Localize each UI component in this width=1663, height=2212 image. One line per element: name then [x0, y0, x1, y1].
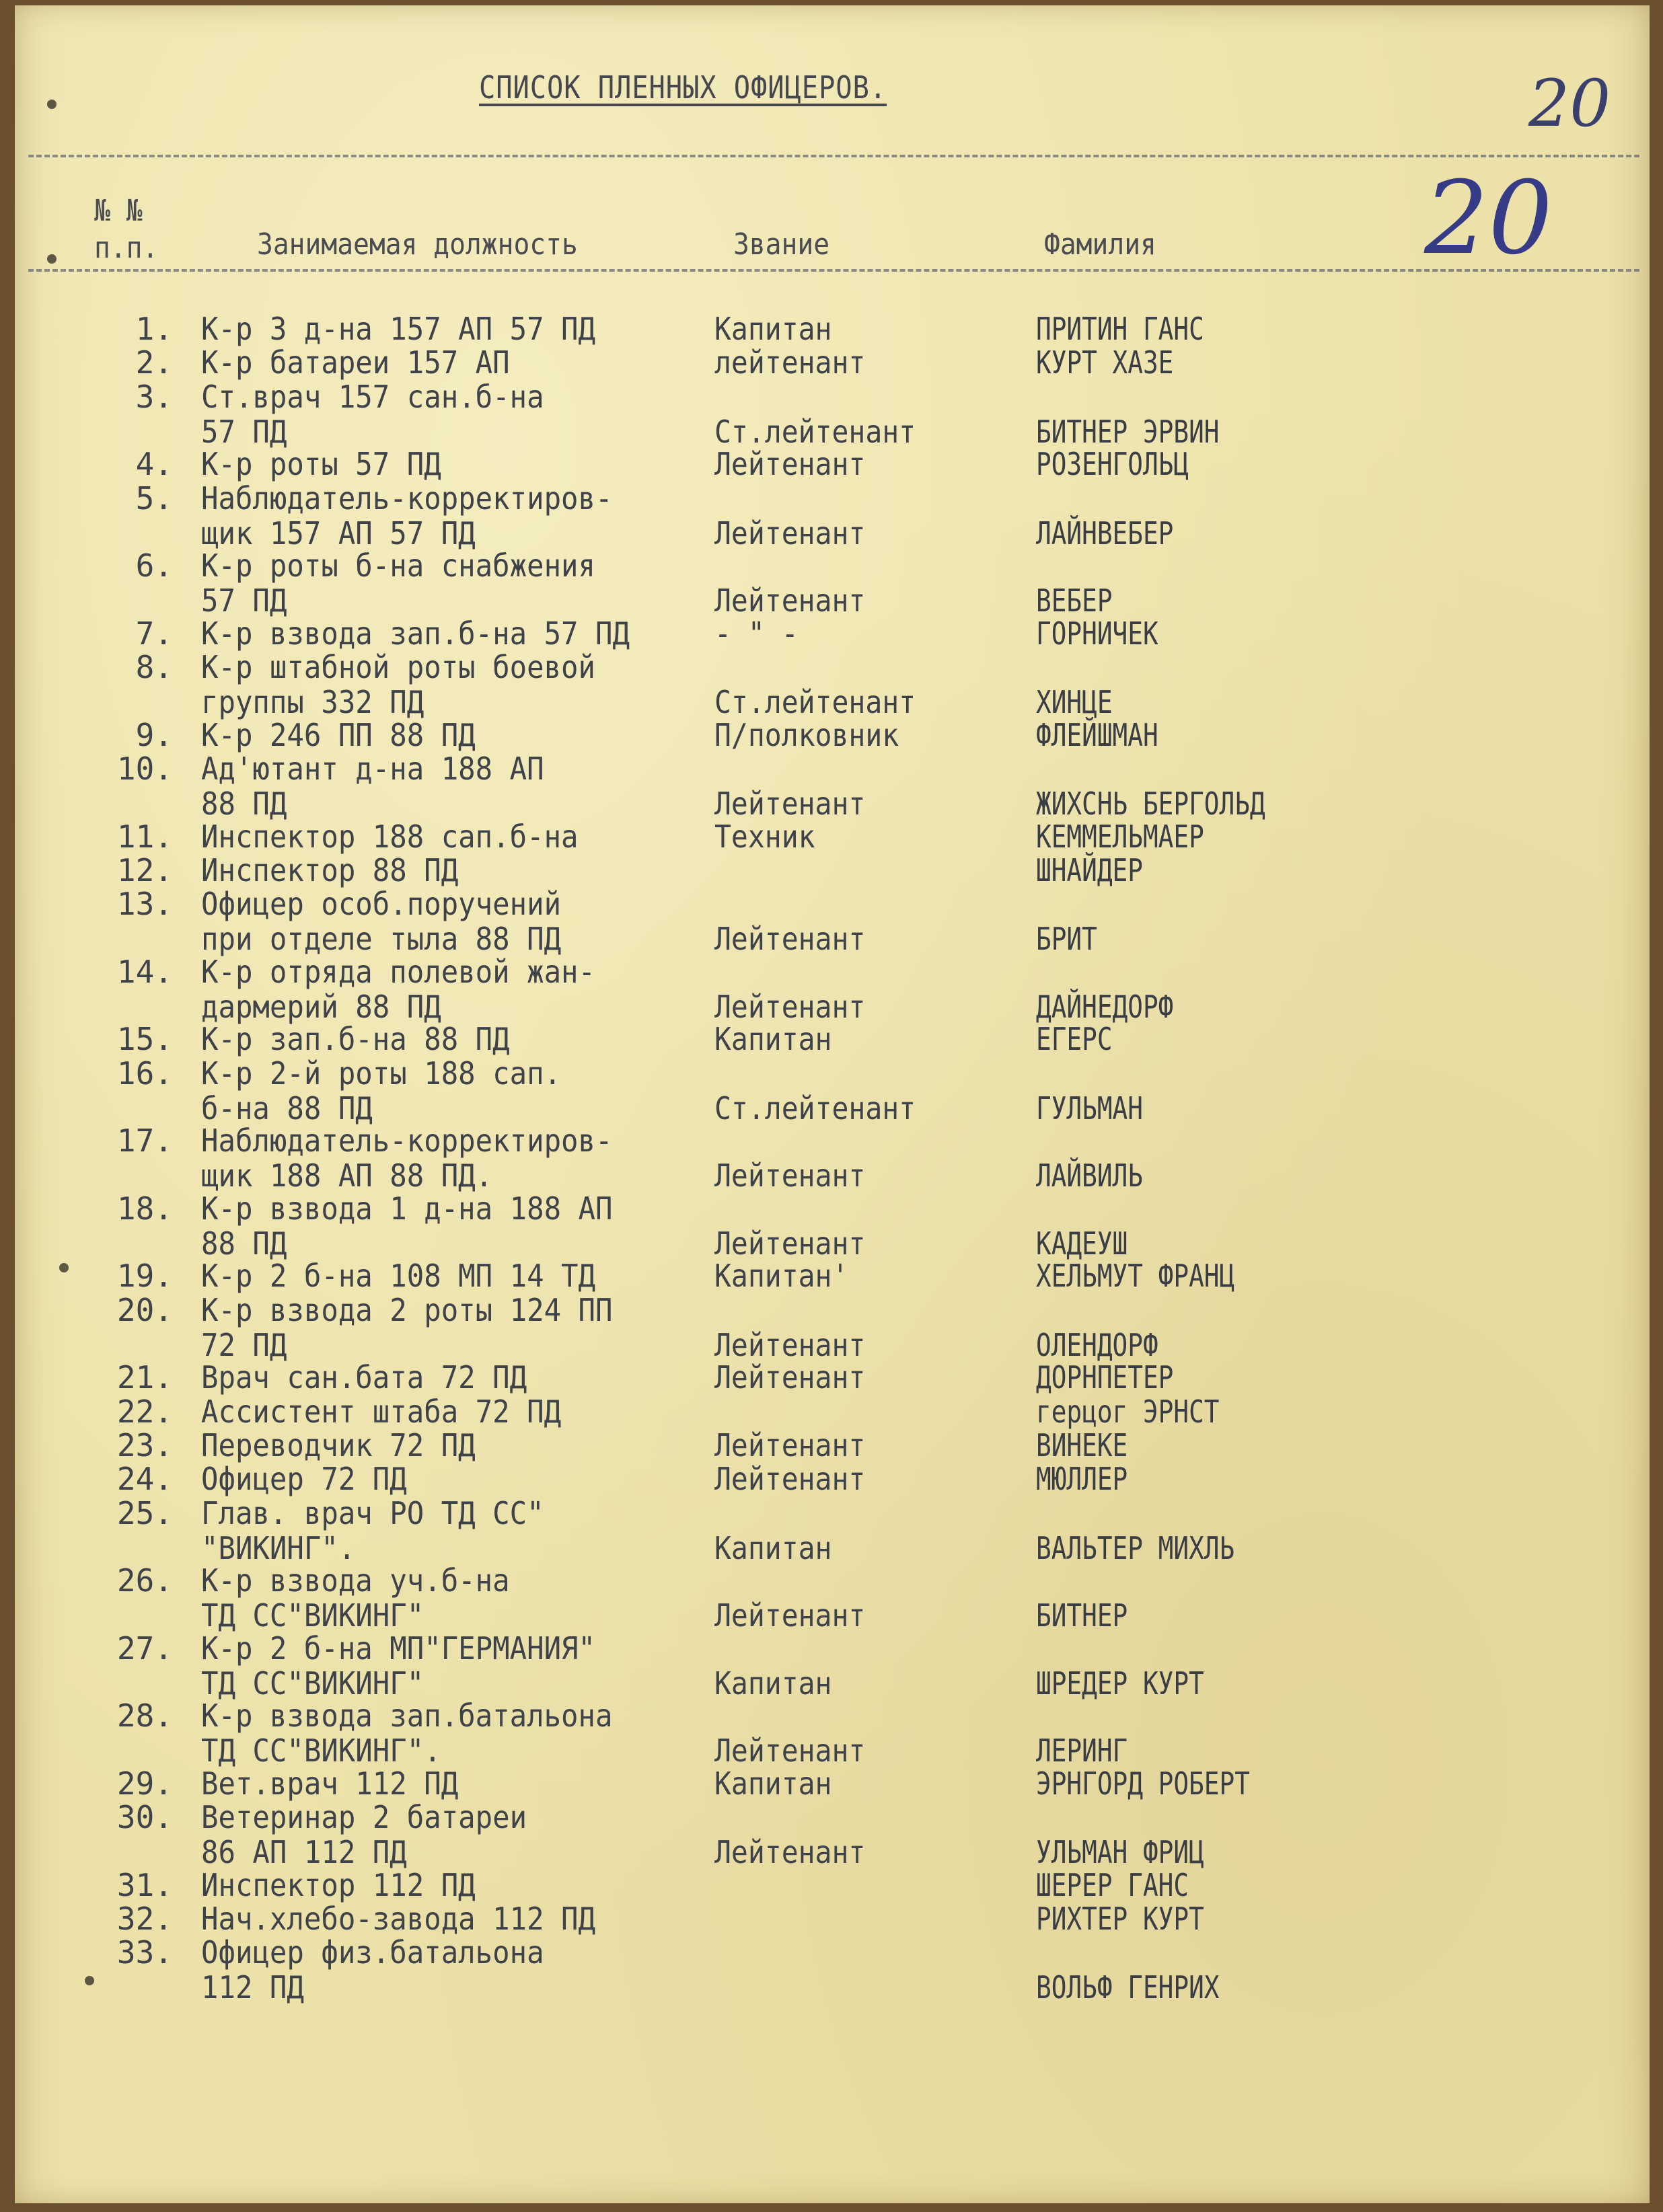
- row-position-line: Ст.врач 157 сан.б-на: [201, 378, 544, 415]
- row-rank: Лейтенант: [714, 1461, 866, 1498]
- row-position: [201, 1022, 690, 1057]
- row-surname: РИХТЕР КУРТ: [1036, 1901, 1204, 1938]
- row-rank: Лейтенант: [714, 921, 866, 958]
- row-number: 21.: [116, 1359, 173, 1396]
- row-position: [201, 650, 690, 720]
- row-position-line: 86 АП 112 ПД: [201, 1834, 407, 1871]
- row-position-line: Инспектор 88 ПД: [201, 851, 459, 888]
- row-surname: ЛАЙВИЛЬ: [1036, 1157, 1143, 1194]
- row-position-line: Глав. врач РО ТД СС": [201, 1494, 544, 1531]
- row-position: [201, 379, 690, 449]
- row-rank: Капитан': [714, 1258, 849, 1295]
- row-number: 14.: [116, 953, 173, 990]
- row-position: [201, 853, 690, 888]
- row-number: 33.: [116, 1934, 173, 1971]
- row-position-line: К-р роты б-на снабжения: [201, 547, 596, 584]
- row-number: 22.: [116, 1393, 173, 1430]
- row-rank: Лейтенант: [714, 1157, 866, 1194]
- row-position-line: группы 332 ПД: [201, 684, 424, 720]
- row-rank: Лейтенант: [714, 785, 866, 822]
- row-rank: Лейтенант: [714, 1426, 866, 1463]
- row-position: [201, 718, 690, 753]
- row-number: 12.: [116, 851, 173, 888]
- row-position: [201, 447, 690, 482]
- row-position: [201, 1901, 690, 1936]
- row-position: [201, 886, 690, 956]
- row-number: 18.: [116, 1190, 173, 1227]
- row-position: [201, 1191, 690, 1261]
- row-surname: КЕММЕЛЬМАЕР: [1036, 818, 1204, 855]
- row-position-line: ТД СС"ВИКИНГ": [201, 1597, 424, 1634]
- row-surname: ХЕЛЬМУТ ФРАНЦ: [1036, 1258, 1235, 1295]
- binding-hole-mark: [47, 254, 57, 264]
- row-position: [201, 1293, 690, 1363]
- row-position-line: "ВИКИНГ".: [201, 1529, 356, 1566]
- row-position: [201, 751, 690, 821]
- row-number: 7.: [135, 615, 173, 652]
- row-position-line: Офицер физ.батальона: [201, 1934, 544, 1971]
- row-position-line: Наблюдатель-корректиров-: [201, 480, 613, 517]
- row-number: 29.: [116, 1765, 173, 1802]
- row-position: [201, 819, 690, 854]
- header-bottom-divider: [28, 269, 1639, 272]
- row-position: [201, 1056, 690, 1126]
- row-number: 8.: [135, 649, 173, 685]
- header-num-line2: п.п.: [94, 231, 159, 265]
- row-rank: Лейтенант: [714, 1326, 866, 1363]
- row-surname: ВЕБЕР: [1036, 582, 1113, 619]
- row-number: 15.: [116, 1021, 173, 1058]
- row-number: 19.: [116, 1258, 173, 1295]
- row-position-line: К-р взвода зап.батальона: [201, 1698, 613, 1734]
- row-rank: - " -: [714, 615, 799, 652]
- row-position: [201, 1123, 690, 1193]
- row-rank: Лейтенант: [714, 582, 866, 619]
- row-rank: Лейтенант: [714, 988, 866, 1025]
- row-position-line: Офицер особ.поручений: [201, 886, 562, 923]
- row-surname: ВАЛЬТЕР МИХЛЬ: [1036, 1529, 1235, 1566]
- row-position-line: К-р взвода 1 д-на 188 АП: [201, 1190, 613, 1227]
- row-position-line: К-р 3 д-на 157 АП 57 ПД: [201, 311, 596, 347]
- row-position-line: ТД СС"ВИКИНГ": [201, 1665, 424, 1702]
- row-surname: БИТНЕР ЭРВИН: [1036, 413, 1220, 450]
- row-position-line: К-р 2 б-на 108 МП 14 ТД: [201, 1258, 596, 1295]
- row-number: 30.: [116, 1799, 173, 1836]
- row-surname: БРИТ: [1036, 921, 1097, 958]
- header-name: Фамилия: [1044, 227, 1156, 262]
- row-position-line: при отделе тыла 88 ПД: [201, 921, 562, 958]
- row-number: 23.: [116, 1426, 173, 1463]
- row-position-line: 72 ПД: [201, 1326, 287, 1363]
- row-rank: Капитан: [714, 1665, 832, 1702]
- row-position-line: К-р зап.б-на 88 ПД: [201, 1021, 510, 1058]
- row-surname: РОЗЕНГОЛЬЦ: [1036, 446, 1189, 483]
- row-number: 4.: [135, 446, 173, 483]
- row-surname: БИТНЕР: [1036, 1597, 1128, 1634]
- row-number: 11.: [116, 818, 173, 855]
- row-rank: Лейтенант: [714, 1834, 866, 1871]
- row-surname: ШНАЙДЕР: [1036, 851, 1143, 888]
- row-surname: УЛЬМАН ФРИЦ: [1036, 1834, 1204, 1871]
- row-surname: ЛЕРИНГ: [1036, 1732, 1128, 1769]
- row-number: 10.: [116, 750, 173, 787]
- row-surname: ПРИТИН ГАНС: [1036, 311, 1204, 347]
- row-rank: Капитан: [714, 1021, 832, 1058]
- row-rank: Ст.лейтенант: [714, 1090, 916, 1127]
- stamped-page-number: 20: [1424, 160, 1553, 277]
- row-rank: Ст.лейтенант: [714, 684, 916, 720]
- row-position-line: 88 ПД: [201, 1225, 287, 1262]
- row-position-line: К-р взвода 2 роты 124 ПП: [201, 1291, 613, 1328]
- row-position: [201, 548, 690, 618]
- row-rank: Лейтенант: [714, 1359, 866, 1396]
- row-position: [201, 1394, 690, 1429]
- row-position-line: Нач.хлебо-завода 112 ПД: [201, 1901, 596, 1938]
- row-rank: Капитан: [714, 1765, 832, 1802]
- row-position: [201, 345, 690, 380]
- row-position-line: Офицер 72 ПД: [201, 1461, 407, 1498]
- row-position-line: б-на 88 ПД: [201, 1090, 373, 1127]
- row-surname: ЖИХСНЬ БЕРГОЛЬД: [1036, 785, 1265, 822]
- row-rank: Лейтенант: [714, 446, 866, 483]
- row-position: [201, 1428, 690, 1463]
- row-position-line: Инспектор 188 сап.б-на: [201, 818, 579, 855]
- binding-hole-mark: [47, 100, 57, 109]
- row-position-line: Наблюдатель-корректиров-: [201, 1122, 613, 1159]
- row-number: 1.: [135, 311, 173, 347]
- row-position: [201, 1766, 690, 1801]
- header-position: Занимаемая должность: [257, 227, 578, 262]
- row-rank: Лейтенант: [714, 1225, 866, 1262]
- handwritten-page-number: 20: [1528, 66, 1611, 141]
- row-number: 31.: [116, 1866, 173, 1903]
- row-position: [201, 616, 690, 651]
- row-surname: КАДЕУШ: [1036, 1225, 1128, 1262]
- row-position-line: К-р 2 б-на МП"ГЕРМАНИЯ": [201, 1630, 596, 1667]
- row-number: 5.: [135, 480, 173, 517]
- row-rank: Лейтенант: [714, 514, 866, 551]
- row-surname: ЛАЙНВЕБЕР: [1036, 514, 1174, 551]
- document-title: СПИСОК ПЛЕННЫХ ОФИЦЕРОВ.: [479, 69, 887, 106]
- row-number: 3.: [135, 378, 173, 415]
- row-surname: ФЛЕЙШМАН: [1036, 716, 1158, 753]
- row-number: 13.: [116, 886, 173, 923]
- row-position: [201, 1631, 690, 1701]
- row-rank: Техник: [714, 818, 815, 855]
- row-position-line: Ветеринар 2 батареи: [201, 1799, 527, 1836]
- row-surname: герцог ЭРНСТ: [1036, 1393, 1220, 1430]
- row-position-line: К-р батареи 157 АП: [201, 344, 510, 381]
- row-position-line: Вет.врач 112 ПД: [201, 1765, 459, 1802]
- row-position-line: щик 157 АП 57 ПД: [201, 514, 476, 551]
- row-surname: ВИНЕКЕ: [1036, 1426, 1128, 1463]
- row-position-line: Инспектор 112 ПД: [201, 1866, 476, 1903]
- header-num-line1: № №: [94, 194, 143, 228]
- row-rank: Капитан: [714, 311, 832, 347]
- row-position: [201, 1935, 690, 2005]
- header-top-divider: [28, 155, 1639, 157]
- row-number: 20.: [116, 1291, 173, 1328]
- row-rank: Капитан: [714, 1529, 832, 1566]
- row-position-line: К-р 2-й роты 188 сап.: [201, 1055, 562, 1092]
- row-surname: ГОРНИЧЕК: [1036, 615, 1158, 652]
- row-position: [201, 1461, 690, 1496]
- row-surname: ДАЙНЕДОРФ: [1036, 988, 1174, 1025]
- row-surname: КУРТ ХАЗЕ: [1036, 344, 1174, 381]
- row-number: 28.: [116, 1698, 173, 1734]
- row-position-line: К-р взвода уч.б-на: [201, 1562, 510, 1599]
- row-position: [201, 1868, 690, 1903]
- row-position-line: К-р взвода зап.б-на 57 ПД: [201, 615, 630, 652]
- row-position-line: щик 188 АП 88 ПД.: [201, 1157, 493, 1194]
- row-position: [201, 1563, 690, 1633]
- row-position: [201, 481, 690, 551]
- row-position-line: 57 ПД: [201, 582, 287, 619]
- header-rank: Звание: [733, 227, 830, 262]
- row-position: [201, 311, 690, 346]
- row-position: [201, 1258, 690, 1293]
- row-surname: ДОРНПЕТЕР: [1036, 1359, 1174, 1396]
- row-position-line: дармерий 88 ПД: [201, 988, 441, 1025]
- row-position: [201, 1800, 690, 1870]
- row-rank: Лейтенант: [714, 1597, 866, 1634]
- row-position-line: ТД СС"ВИКИНГ".: [201, 1732, 441, 1769]
- row-number: 24.: [116, 1461, 173, 1498]
- row-position-line: Переводчик 72 ПД: [201, 1426, 476, 1463]
- row-number: 2.: [135, 344, 173, 381]
- document-sheet: [15, 5, 1650, 2203]
- row-position: [201, 1360, 690, 1395]
- row-number: 9.: [135, 716, 173, 753]
- row-position: [201, 1496, 690, 1566]
- row-surname: ШЕРЕР ГАНС: [1036, 1866, 1189, 1903]
- row-rank: лейтенант: [714, 344, 866, 381]
- row-position-line: К-р роты 57 ПД: [201, 446, 441, 483]
- row-rank: П/полковник: [714, 716, 899, 753]
- row-position-line: 112 ПД: [201, 1969, 304, 2006]
- row-number: 6.: [135, 547, 173, 584]
- row-number: 27.: [116, 1630, 173, 1667]
- row-position-line: К-р 246 ПП 88 ПД: [201, 716, 476, 753]
- row-position-line: Ассистент штаба 72 ПД: [201, 1393, 562, 1430]
- row-position: [201, 954, 690, 1024]
- row-number: 17.: [116, 1122, 173, 1159]
- row-surname: ЭРНГОРД РОБЕРТ: [1036, 1765, 1250, 1802]
- row-surname: ХИНЦЕ: [1036, 684, 1113, 720]
- row-position-line: К-р штабной роты боевой: [201, 649, 596, 685]
- row-surname: ШРЕДЕР КУРТ: [1036, 1665, 1204, 1702]
- row-number: 32.: [116, 1901, 173, 1938]
- row-position: [201, 1698, 690, 1768]
- binding-hole-mark: [59, 1263, 69, 1272]
- row-position-line: 88 ПД: [201, 785, 287, 822]
- row-number: 16.: [116, 1055, 173, 1092]
- row-position-line: 57 ПД: [201, 413, 287, 450]
- row-position-line: Врач сан.бата 72 ПД: [201, 1359, 527, 1396]
- row-surname: ОЛЕНДОРФ: [1036, 1326, 1158, 1363]
- row-rank: Лейтенант: [714, 1732, 866, 1769]
- row-surname: МЮЛЛЕР: [1036, 1461, 1128, 1498]
- row-position-line: К-р отряда полевой жан-: [201, 953, 596, 990]
- row-number: 26.: [116, 1562, 173, 1599]
- row-surname: ВОЛЬФ ГЕНРИХ: [1036, 1969, 1220, 2006]
- binding-hole-mark: [85, 1976, 94, 1985]
- row-position-line: Ад'ютант д-на 188 АП: [201, 750, 544, 787]
- row-surname: ГУЛЬМАН: [1036, 1090, 1143, 1127]
- row-surname: ЕГЕРС: [1036, 1021, 1113, 1058]
- row-rank: Ст.лейтенант: [714, 413, 916, 450]
- row-number: 25.: [116, 1494, 173, 1531]
